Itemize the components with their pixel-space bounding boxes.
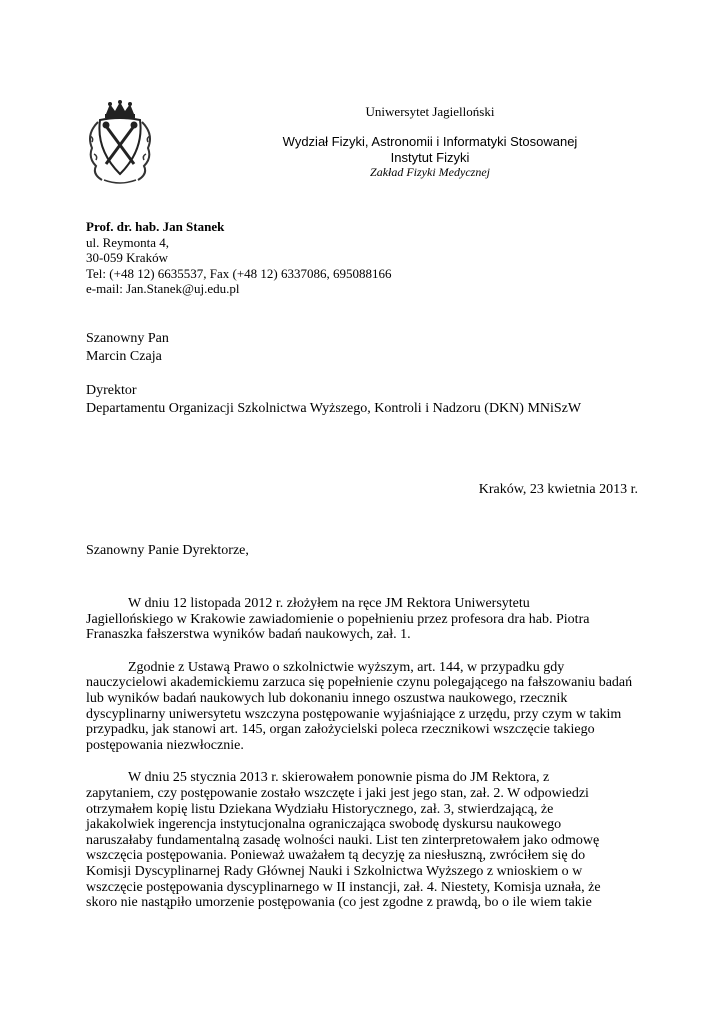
letter-date: Kraków, 23 kwietnia 2013 r. [478, 482, 638, 497]
sender-city: 30-059 Kraków [86, 250, 168, 265]
paragraph-line: W dniu 12 listopada 2012 r. złożyłem na ręce JM Rektora Uniwersytetu [128, 596, 530, 611]
paragraph-2 [86, 660, 642, 754]
paragraph-line: wszczęcie postępowania dyscyplinarnego w II instancji, zał. 4. Niestety, Komisja uznała, że [86, 879, 601, 895]
paragraph-line: Franaszka fałszerstwa wyników badań naukowych, zał. 1. [86, 627, 411, 643]
paragraph-3 [86, 770, 642, 910]
paragraph-line: wszczęcia postępowania. Ponieważ uważałem tą decyzję za niesłuszną, zwróciłem się do [86, 848, 586, 864]
recipient-block [86, 330, 581, 417]
paragraph-line: przypadku, jak stanowi art. 145, organ założycielski poleca rzecznikowi wszczęcie takiego [86, 722, 595, 738]
paragraph-line: Komisji Dyscyplinarnej Rady Głównej Nauki i Szkolnictwa Wyższego z wnioskiem o w [86, 863, 583, 879]
recipient-title: Dyrektor [86, 383, 137, 398]
paragraph-line: jakakolwiek ingerencja instytucjonalna ograniczająca swobodę dyskursu naukowego [86, 817, 562, 833]
paragraph-line: Jagiellońskiego w Krakowie zawiadomienie o popełnieniu przez profesora dra hab. Piotra [86, 611, 590, 627]
sender-email: e-mail: Jan.Stanek@uj.edu.pl [86, 281, 240, 296]
paragraph-line: naruszałaby fundamentalną zasadę wolności nauki. List ten zinterpretowałem jako odmowę [86, 832, 600, 848]
salutation: Szanowny Panie Dyrektorze, [86, 543, 249, 558]
paragraph-line: zapytaniem, czy postępowanie zostało wszczęte i jaki jest jego stan, zał. 2. W odpowiedzi [86, 785, 589, 801]
paragraph-line: dyscyplinarny uniwersytetu wszczyna postępowanie wyjaśniające z urzędu, przy czym w takim [86, 706, 622, 722]
university-crest-icon [84, 100, 156, 186]
paragraph-line: lub wyników badań naukowych lub dokonaniu innego oszustwa naukowego, rzecznik [86, 690, 568, 706]
sender-phone: Tel: (+48 12) 6635537, Fax (+48 12) 6337086, 695088166 [86, 265, 392, 281]
recipient-greeting: Szanowny Pan [86, 331, 169, 346]
paragraph-line: nauczycielowi akademickiemu zarzuca się popełnienie czynu polegającego na fałszowaniu badań [86, 675, 633, 691]
institute-name: Instytut Fizyki [390, 150, 470, 165]
paragraph-line: otrzymałem kopię listu Dziekana Wydziału Historycznego, zał. 3, stwierdzającą, że [86, 801, 554, 817]
paragraph-line: W dniu 25 stycznia 2013 r. skierowałem ponownie pisma do JM Rektora, z [128, 770, 550, 786]
paragraph-line: skoro nie nastąpiło umorzenie postępowania (co jest zgodne z prawdą, bo o ile wiem takie [86, 895, 592, 911]
department-name: Zakład Fizyki Medycznej [370, 165, 490, 179]
recipient-department: Departamentu Organizacji Szkolnictwa Wyższego, Kontroli i Nadzoru (DKN) MNiSzW [86, 400, 582, 416]
sender-block [86, 219, 392, 297]
sender-street: ul. Reymonta 4, [86, 234, 170, 250]
paragraph-line: postępowania niezwłocznie. [86, 737, 244, 753]
faculty-name: Wydział Fizyki, Astronomii i Informatyki Stosowanej [282, 134, 578, 149]
sender-name: Prof. dr. hab. Jan Stanek [86, 219, 225, 234]
recipient-name: Marcin Czaja [86, 348, 162, 364]
university-name: Uniwersytet Jagielloński [365, 104, 495, 119]
letter-body [86, 596, 642, 928]
paragraph-line: Zgodnie z Ustawą Prawo o szkolnictwie wyższym, art. 144, w przypadku gdy [128, 659, 565, 675]
paragraph-1 [86, 596, 642, 643]
